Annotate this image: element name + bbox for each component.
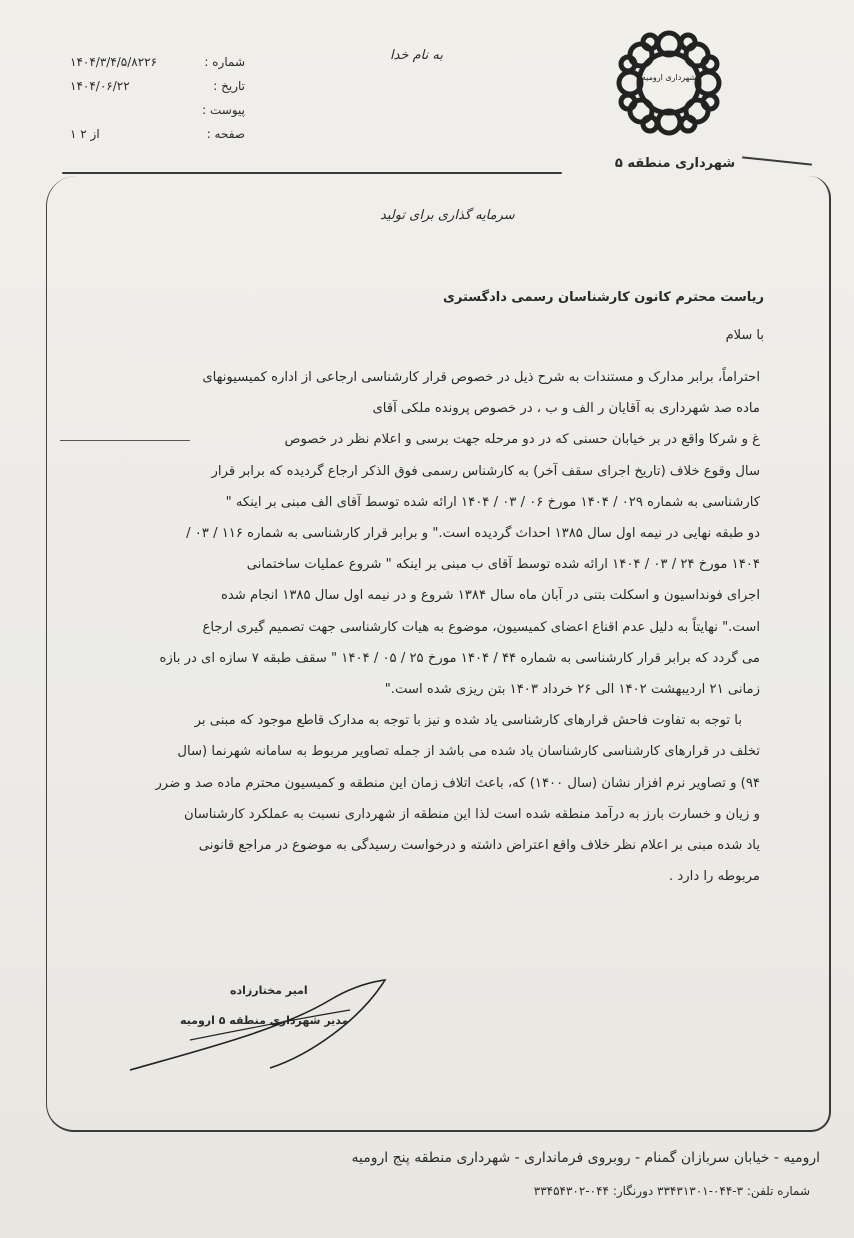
date-label: تاریخ : <box>213 79 245 93</box>
body-line: است." نهایتاً به دلیل عدم اقناع اعضای کمیسیون، موضوع به هیات کارشناسی جهت تصمیم گیری ارجاع <box>202 619 760 635</box>
footer-address: ارومیه - خیابان سربازان گمنام - روبروی فرمانداری - شهرداری منطقه پنج ارومیه <box>351 1150 820 1166</box>
body-line: دو طبقه نهایی در نیمه اول سال ۱۳۸۵ احداث گردیده است." و برابر قرار کارشناسی به شماره ۱۱۶ / ۰۳ / <box>186 526 760 542</box>
slogan: سرمایه گذاری برای تولید <box>380 208 515 223</box>
attachment-label: پیوست : <box>202 103 245 117</box>
body-line: اجرای فونداسیون و اسکلت بتنی در آبان ماه سال ۱۳۸۴ شروع و در نیمه اول سال ۱۳۸۵ انجام شده <box>220 588 760 604</box>
frame-top-right-line <box>742 156 812 165</box>
page-value: ۱ از ۲ <box>70 127 100 141</box>
body-line: مربوطه را دارد . <box>669 869 760 885</box>
greeting: با سلام <box>725 328 764 343</box>
body-line: و زیان و خسارت بارز به درآمد منطقه شده است لذا این منطقه از شهرداری نسبت به عملکرد کارشناسان <box>184 806 760 822</box>
signer-name: امیر مختارزاده <box>230 984 308 997</box>
body-line: غ و شرکا واقع در بر خیابان حسنی که در دو مرحله جهت برسی و اعلام نظر در خصوص <box>284 432 760 448</box>
underline-mark <box>60 440 190 441</box>
letter-body <box>98 362 760 892</box>
page-label: صفحه : <box>206 127 245 141</box>
number-value: ۱۴۰۴/۳/۴/۵/۸۲۲۶ <box>70 55 158 69</box>
signature-icon <box>120 960 420 1080</box>
body-line: با توجه به تفاوت فاحش قرارهای کارشناسی یاد شده و نیز با توجه به مدارک قاطع موجود که مبنی بر <box>194 713 742 729</box>
body-line: ۹۴) و تصاویر نرم افزار نشان (سال ۱۴۰۰) که، باعث اتلاف زمان این منطقه و کمیسیون محترم ماده صد و ضرر <box>155 775 760 791</box>
logo-text: شهرداری ارومیه <box>641 73 697 82</box>
body-line: سال وقوع خلاف (تاریخ اجرای سقف آخر) به کارشناس رسمی فوق الذکر ارجاع گردیده که برابر قرار <box>211 463 760 479</box>
date-value: ۱۴۰۴/۰۶/۲۲ <box>70 79 130 93</box>
letter-meta <box>70 50 245 146</box>
body-line: تخلف در قرارهای کارشناسی کارشناسان یاد شده می باشد از جمله تصاویر مربوط به سامانه شهرنما (سال <box>177 744 760 760</box>
body-line: احتراماً، برابر مدارک و مستندات به شرح ذیل در خصوص قرار کارشناسی ارجاعی از اداره کمیسیونهای <box>202 370 760 385</box>
body-line: زمانی ۲۱ اردیبهشت ۱۴۰۲ الی ۲۶ خرداد ۱۴۰۳ بتن ریزی شده است." <box>384 682 760 698</box>
number-label: شماره : <box>204 55 245 69</box>
frame-top-line <box>62 172 562 174</box>
body-line: یاد شده مبنی بر اعلام نظر خلاف واقع اعتراض داشته و درخواست رسیدگی به موضوع در مراجع قانونی <box>198 838 760 854</box>
signer-title: مدیر شهرداری منطقه ۵ ارومیه <box>180 1014 349 1027</box>
body-line: ماده صد شهرداری به آقایان ر الف و ب ، در خصوص پرونده ملکی آقای <box>372 401 760 417</box>
footer-phone: شماره تلفن: ۳-۰۴۴-۳۳۴۳۱۳۰۱ دورنگار: ۰۴۴-۳۳۴۵۴۳۰۲ <box>533 1184 810 1198</box>
municipality-logo-icon <box>614 28 724 138</box>
body-line: می گردد که برابر قرار کارشناسی به شماره ۴۴ / ۱۴۰۴ مورخ ۲۵ / ۰۵ / ۱۴۰۴ " سقف طبقه ۷ سازه ای در بازه <box>159 650 760 666</box>
organization-name: شهرداری منطقه ۵ <box>614 156 736 171</box>
bismillah: به نام خدا <box>390 48 443 63</box>
recipient: ریاست محترم کانون کارشناسان رسمی دادگستری <box>442 290 764 305</box>
body-line: ۱۴۰۴ مورخ ۲۴ / ۰۳ / ۱۴۰۴ ارائه شده توسط آقای ب مبنی بر اینکه " شروع عملیات ساختمانی <box>246 557 760 573</box>
body-line: کارشناسی به شماره ۰۲۹ / ۱۴۰۴ مورخ ۰۶ / ۰۳ / ۱۴۰۴ ارائه شده توسط آقای الف مبنی بر اینکه " <box>225 494 760 510</box>
